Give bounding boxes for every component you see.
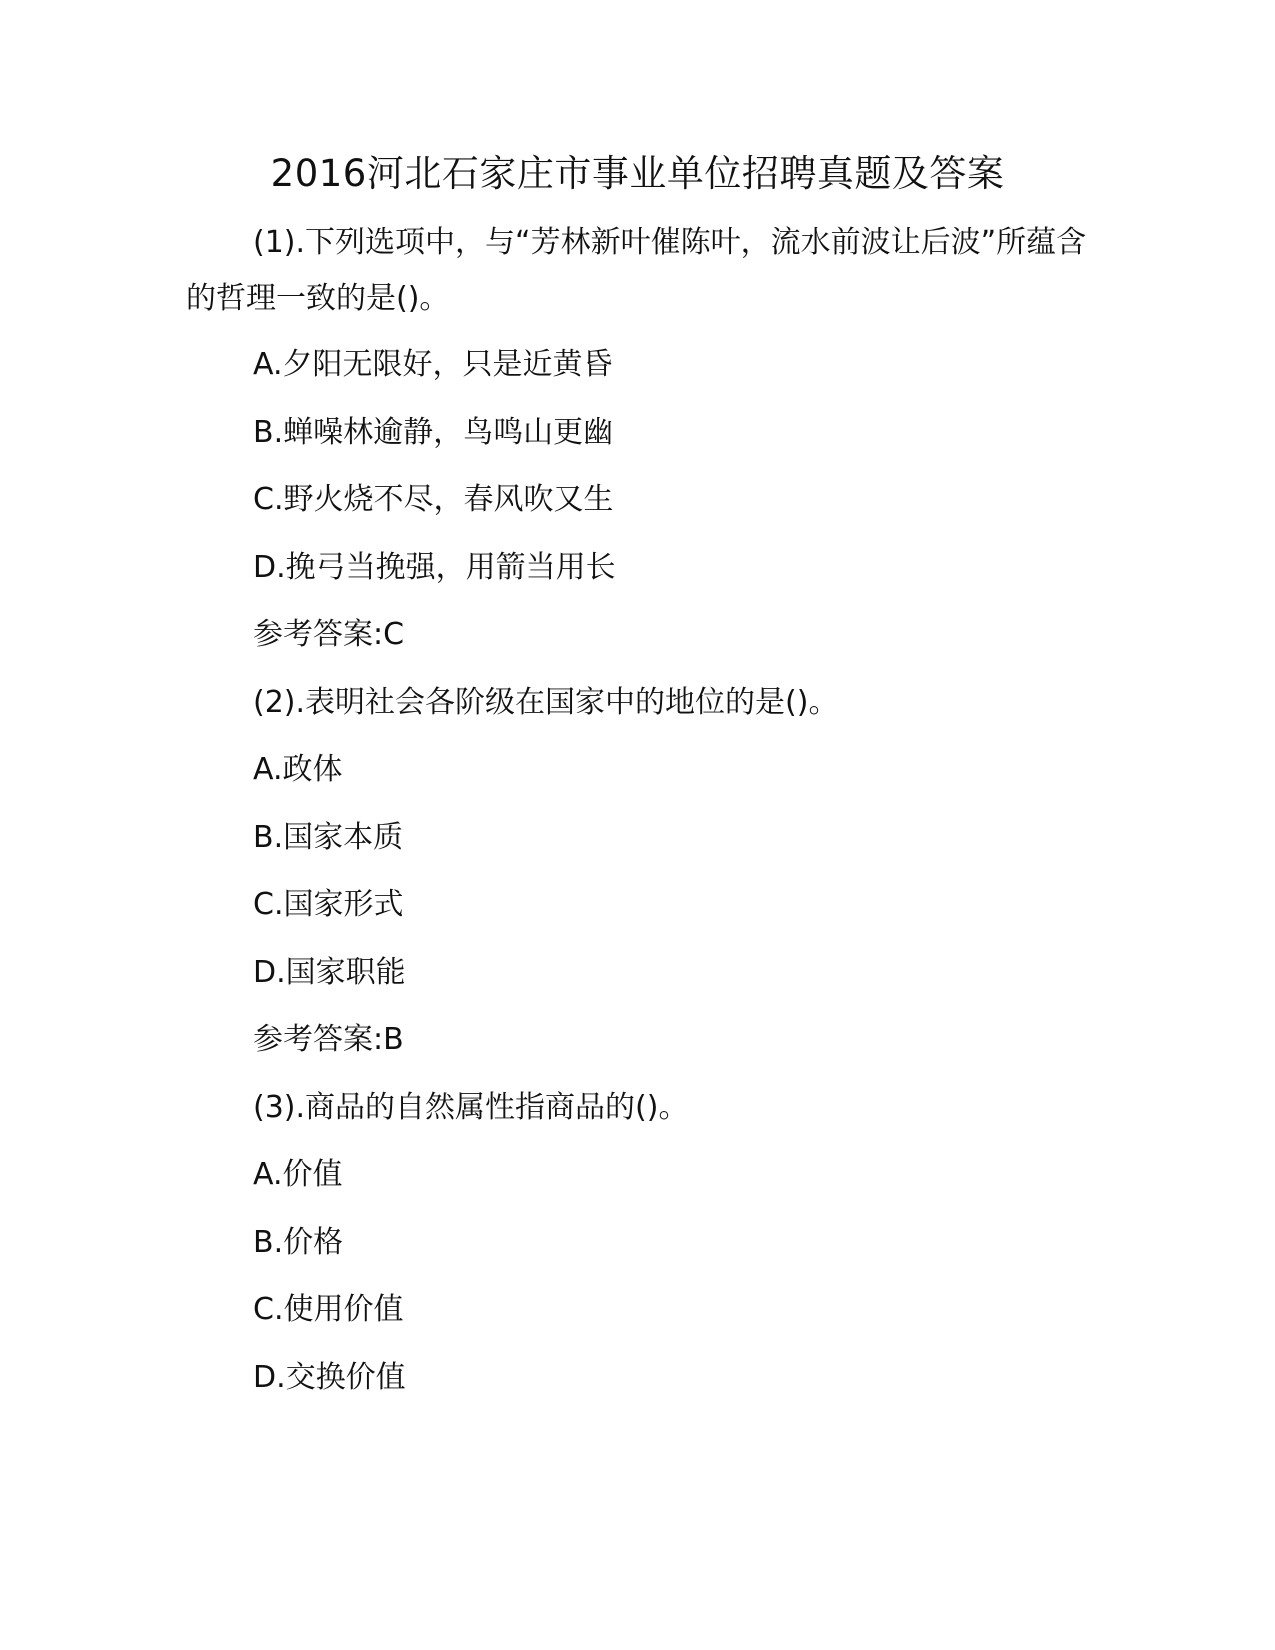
question-3-option-d: D.交换价值 bbox=[253, 1360, 406, 1395]
question-2-option-c: C.国家形式 bbox=[253, 887, 404, 922]
question-3-option-c: C.使用价值 bbox=[253, 1292, 404, 1327]
question-2-stem: (2).表明社会各阶级在国家中的地位的是()。 bbox=[253, 685, 839, 720]
question-2-answer: 参考答案:B bbox=[253, 1022, 404, 1057]
question-1-option-b: B.蝉噪林逾静，鸟鸣山更幽 bbox=[253, 415, 614, 450]
question-1-answer: 参考答案:C bbox=[253, 617, 405, 652]
question-3-option-b: B.价格 bbox=[253, 1225, 344, 1260]
question-2-option-d: D.国家职能 bbox=[253, 955, 406, 990]
question-1-stem: (1).下列选项中，与“芳林新叶催陈叶，流水前波让后波”所蕴含的哲理一致的是()。 bbox=[186, 225, 1087, 316]
document-title: 2016河北石家庄市事业单位招聘真题及答案 bbox=[270, 152, 1005, 195]
question-2-option-a: A.政体 bbox=[253, 752, 343, 787]
question-1-option-d: D.挽弓当挽强，用箭当用长 bbox=[253, 550, 616, 585]
question-2-option-b: B.国家本质 bbox=[253, 820, 404, 855]
question-3-stem: (3).商品的自然属性指商品的()。 bbox=[253, 1090, 689, 1125]
question-1-option-c: C.野火烧不尽，春风吹又生 bbox=[253, 482, 614, 517]
question-3-option-a: A.价值 bbox=[253, 1157, 343, 1192]
question-1-option-a: A.夕阳无限好，只是近黄昏 bbox=[253, 347, 613, 382]
